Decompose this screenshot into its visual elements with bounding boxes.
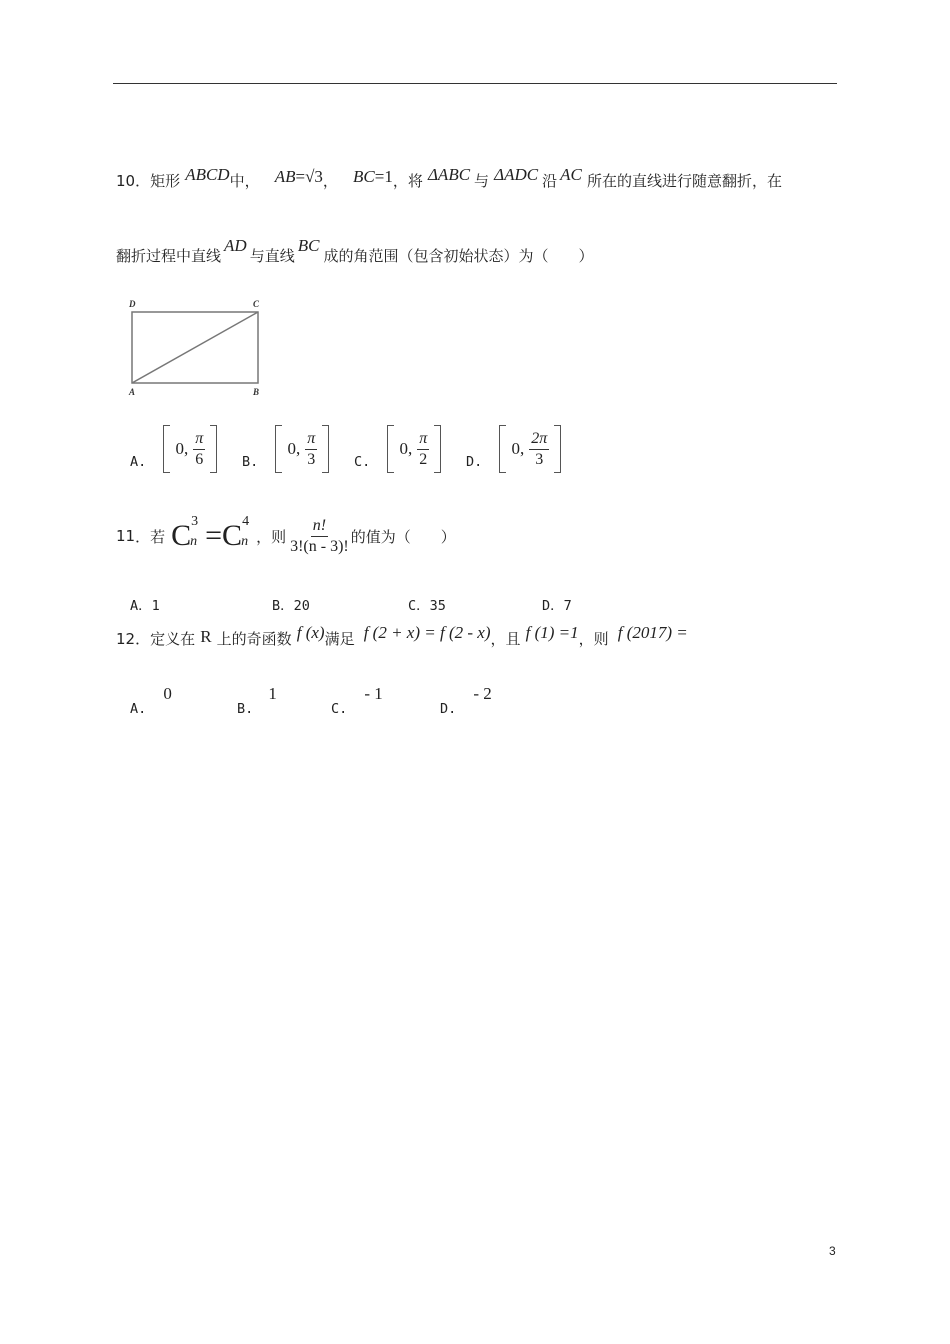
q12-option-b[interactable] [237, 684, 277, 717]
bracket-left [275, 425, 282, 473]
q10-line2 [116, 236, 594, 266]
q10-number: 10 [116, 172, 136, 190]
q10-text: 所在的直线进行随意翻折，在 [586, 172, 782, 190]
q10-option-a[interactable] [130, 425, 217, 473]
option-fraction: $\frac{\pi}{3}$ [307, 429, 316, 468]
q10-text: 中， [229, 172, 260, 190]
q11-text: ，则 [256, 527, 287, 546]
header-rule [113, 83, 837, 84]
bracket-right [210, 425, 217, 473]
option-fraction: $\frac{\pi}{2}$ [419, 429, 428, 468]
q10-text: 沿 [542, 172, 558, 190]
q10-text: ， [322, 172, 338, 190]
option-zero: 0, [175, 439, 189, 458]
option-label: A. [130, 453, 147, 470]
q11-fraction: $\frac{n!}{3!(n - 3)!}$ [290, 516, 349, 555]
q10-bc2: BC [297, 236, 320, 255]
q12-option-d[interactable] [440, 684, 492, 717]
q10-text: ，将 [392, 172, 423, 190]
q11-option-d[interactable]: D．7 [542, 598, 572, 614]
page-number: 3 [829, 1244, 836, 1258]
q12-option-c[interactable] [331, 684, 383, 717]
q12-f1: f (1) =1 [525, 623, 579, 642]
q12-text: 上的奇函数 [216, 630, 292, 648]
option-label: B. [242, 453, 259, 470]
rectangle-figure [124, 297, 270, 399]
q12-r: R [200, 627, 212, 646]
q12-number: 12 [116, 630, 136, 648]
q12-text: ，则 [578, 630, 609, 648]
q10-eq1: =√3 [295, 167, 323, 186]
option-label: D. [466, 453, 483, 470]
option-value: 0 [163, 684, 172, 703]
vertex-a: A [129, 387, 136, 397]
vertex-b: B [253, 387, 260, 397]
q10-text: 与 [474, 172, 490, 190]
q10-eq2: =1 [374, 167, 393, 186]
q10-triangle-abc: ΔABC [427, 165, 471, 184]
q10-ac: AC [560, 165, 582, 184]
q12-fx: f (x) [296, 623, 325, 642]
vertex-d: D [129, 299, 136, 309]
q11-sub: n [190, 534, 198, 549]
q11-sup: 3 [191, 514, 199, 529]
q11-option-b[interactable]: B．20 [272, 598, 310, 614]
q12-text: ．定义在 [135, 630, 196, 648]
q10-bc: BC [353, 167, 375, 186]
q10-ab: AB [274, 167, 296, 186]
diagonal-ac [132, 312, 258, 383]
q11-text: ．若 [135, 527, 166, 546]
q12-text: 满足 [324, 630, 355, 648]
option-label: C. [354, 453, 371, 470]
q11-combination-c: C [222, 519, 243, 552]
q10-option-b[interactable] [242, 425, 329, 473]
option-fraction: $\frac{\pi}{6}$ [195, 429, 204, 468]
option-label: D. [440, 701, 457, 717]
q10-text: ．矩形 [135, 172, 181, 190]
bracket-right [322, 425, 329, 473]
q12-option-a[interactable] [130, 684, 172, 717]
bracket-right [554, 425, 561, 473]
q11-combination-c: C [171, 519, 192, 552]
option-value: - 2 [473, 684, 492, 703]
q12-text: ，且 [490, 630, 521, 648]
option-zero: 0, [511, 439, 525, 458]
q12-f2017: f (2017) = [617, 623, 688, 642]
q12-line [116, 623, 688, 649]
bracket-right [434, 425, 441, 473]
option-zero: 0, [399, 439, 413, 458]
vertex-c: C [253, 299, 260, 309]
q11-option-c[interactable]: C．35 [408, 598, 446, 614]
q11-line [116, 508, 456, 564]
option-label: A. [130, 701, 147, 717]
option-value: - 1 [364, 684, 383, 703]
bracket-left [387, 425, 394, 473]
q10-triangle-adc: ΔADC [494, 165, 539, 184]
q10-ad: AD [224, 236, 247, 255]
q11-equals: = [205, 519, 223, 552]
option-label: C. [331, 701, 348, 717]
option-fraction: $\frac{2\pi}{3}$ [531, 429, 548, 468]
option-zero: 0, [287, 439, 301, 458]
q10-option-c[interactable] [354, 425, 441, 473]
q10-line1 [116, 165, 782, 191]
bracket-left [499, 425, 506, 473]
q11-text: 的值为（ ） [350, 527, 456, 546]
q12-equation: f (2 + x) = f (2 - x) [363, 623, 491, 642]
q11-option-a[interactable]: A．1 [130, 598, 160, 614]
option-value: 1 [268, 684, 277, 703]
q10-text: 翻折过程中直线 [116, 247, 222, 265]
q10-abcd: ABCD [185, 165, 230, 184]
q10-option-d[interactable] [466, 425, 561, 473]
q11-number: 11 [116, 527, 136, 545]
bracket-left [163, 425, 170, 473]
option-label: B. [237, 701, 254, 717]
q10-text: 与直线 [249, 247, 295, 265]
q11-sup: 4 [242, 514, 250, 529]
q11-sub: n [241, 534, 249, 549]
q10-text: 成的角范围（包含初始状态）为（ ） [323, 247, 594, 265]
